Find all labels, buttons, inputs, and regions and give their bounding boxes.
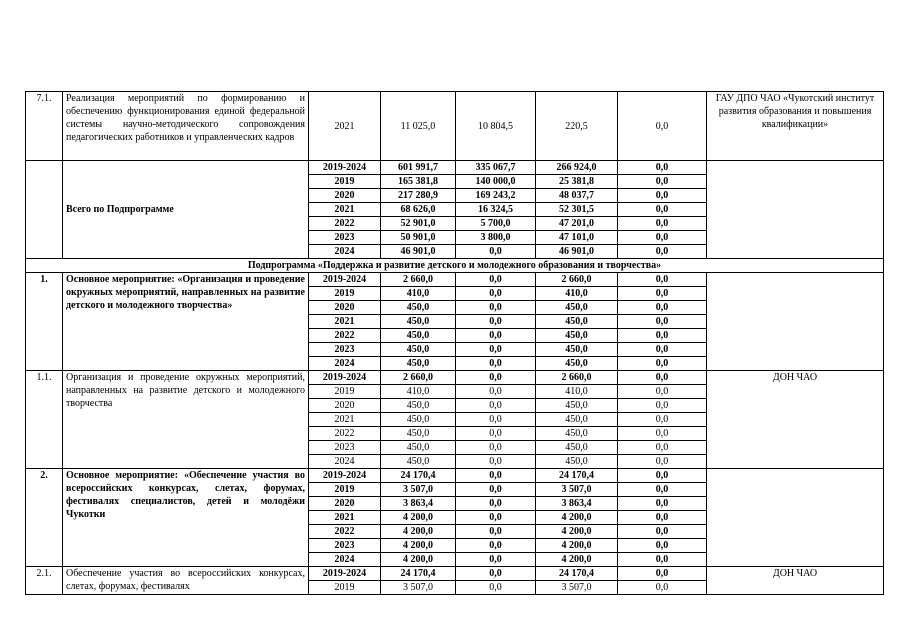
federal-cell: 0,0 (456, 427, 536, 441)
total-cell: 4 200,0 (381, 553, 456, 567)
federal-cell: 0,0 (456, 273, 536, 287)
district-cell: 4 200,0 (536, 539, 618, 553)
district-cell: 220,5 (536, 92, 618, 161)
total-cell: 3 507,0 (381, 581, 456, 595)
total-cell: 24 170,4 (381, 469, 456, 483)
year-cell: 2019 (309, 581, 381, 595)
total-cell: 2 660,0 (381, 371, 456, 385)
federal-cell: 0,0 (456, 343, 536, 357)
year-cell: 2022 (309, 525, 381, 539)
other-cell: 0,0 (618, 231, 707, 245)
row-number: 7.1. (26, 92, 63, 161)
federal-cell: 169 243,2 (456, 189, 536, 203)
total-cell: 4 200,0 (381, 525, 456, 539)
year-cell: 2024 (309, 245, 381, 259)
total-cell: 3 863,4 (381, 497, 456, 511)
district-cell: 450,0 (536, 357, 618, 371)
year-cell: 2019 (309, 287, 381, 301)
year-cell: 2024 (309, 357, 381, 371)
event-name: Основное мероприятие: «Обеспечение участия во всероссийских конкурсах, слетах, форумах, фестивалях специалистов, детей и молодёжи Чукотки (63, 469, 309, 567)
event-name: Обеспечение участия во всероссийских конкурсах, слетах, форумах, фестивалях (63, 567, 309, 595)
other-cell: 0,0 (618, 329, 707, 343)
district-cell: 3 863,4 (536, 497, 618, 511)
other-cell: 0,0 (618, 385, 707, 399)
total-cell: 2 660,0 (381, 273, 456, 287)
total-cell: 450,0 (381, 413, 456, 427)
total-cell: 52 901,0 (381, 217, 456, 231)
other-cell: 0,0 (618, 217, 707, 231)
district-cell: 3 507,0 (536, 483, 618, 497)
year-cell: 2019-2024 (309, 567, 381, 581)
other-cell: 0,0 (618, 357, 707, 371)
year-cell: 2023 (309, 343, 381, 357)
year-cell: 2020 (309, 399, 381, 413)
other-cell: 0,0 (618, 161, 707, 175)
executor-cell (707, 273, 884, 371)
executor-cell: ГАУ ДПО ЧАО «Чукотский институт развития образования и повышения квалификации» (707, 92, 884, 161)
district-cell: 4 200,0 (536, 511, 618, 525)
district-cell: 266 924,0 (536, 161, 618, 175)
district-cell: 450,0 (536, 399, 618, 413)
federal-cell: 0,0 (456, 315, 536, 329)
row-number: 2. (26, 469, 63, 567)
federal-cell: 0,0 (456, 581, 536, 595)
year-cell: 2019-2024 (309, 469, 381, 483)
other-cell: 0,0 (618, 287, 707, 301)
other-cell: 0,0 (618, 371, 707, 385)
other-cell: 0,0 (618, 427, 707, 441)
other-cell: 0,0 (618, 399, 707, 413)
district-cell: 450,0 (536, 427, 618, 441)
federal-cell: 0,0 (456, 539, 536, 553)
total-cell: 4 200,0 (381, 511, 456, 525)
table-row (26, 273, 884, 287)
district-cell: 24 170,4 (536, 567, 618, 581)
federal-cell: 0,0 (456, 511, 536, 525)
district-cell: 450,0 (536, 301, 618, 315)
total-cell: 450,0 (381, 301, 456, 315)
district-cell: 52 301,5 (536, 203, 618, 217)
federal-cell: 3 800,0 (456, 231, 536, 245)
total-cell: 46 901,0 (381, 245, 456, 259)
federal-cell: 0,0 (456, 483, 536, 497)
district-cell: 410,0 (536, 385, 618, 399)
year-cell: 2023 (309, 231, 381, 245)
year-cell: 2021 (309, 511, 381, 525)
federal-cell: 0,0 (456, 413, 536, 427)
federal-cell: 335 067,7 (456, 161, 536, 175)
total-cell: 11 025,0 (381, 92, 456, 161)
district-cell: 47 101,0 (536, 231, 618, 245)
year-cell: 2020 (309, 189, 381, 203)
total-cell: 165 381,8 (381, 175, 456, 189)
executor-cell: ДОН ЧАО (707, 371, 884, 469)
total-cell: 3 507,0 (381, 483, 456, 497)
event-name: Организация и проведение окружных мероприятий, направленных на развитие детского и молодежного творчества (63, 371, 309, 469)
table-row (26, 371, 884, 385)
total-cell: 450,0 (381, 441, 456, 455)
table-row (26, 92, 884, 161)
year-cell: 2019-2024 (309, 161, 381, 175)
federal-cell: 0,0 (456, 567, 536, 581)
district-cell: 450,0 (536, 455, 618, 469)
total-cell: 450,0 (381, 427, 456, 441)
other-cell: 0,0 (618, 483, 707, 497)
row-number: 2.1. (26, 567, 63, 595)
total-cell: 450,0 (381, 315, 456, 329)
other-cell: 0,0 (618, 441, 707, 455)
federal-cell: 0,0 (456, 455, 536, 469)
other-cell: 0,0 (618, 581, 707, 595)
total-cell: 601 991,7 (381, 161, 456, 175)
year-cell: 2023 (309, 441, 381, 455)
federal-cell: 0,0 (456, 357, 536, 371)
event-name: Реализация мероприятий по формированию и обеспечению функционирования единой федеральной системы научно-методического сопровождения педагогических работников и управленческих кадров (63, 92, 309, 161)
total-cell: 450,0 (381, 329, 456, 343)
row-number: 1. (26, 273, 63, 371)
total-cell: 450,0 (381, 343, 456, 357)
district-cell: 46 901,0 (536, 245, 618, 259)
district-cell: 4 200,0 (536, 525, 618, 539)
other-cell: 0,0 (618, 511, 707, 525)
other-cell: 0,0 (618, 343, 707, 357)
district-cell: 450,0 (536, 315, 618, 329)
federal-cell: 0,0 (456, 287, 536, 301)
total-cell: 450,0 (381, 357, 456, 371)
federal-cell: 0,0 (456, 371, 536, 385)
year-cell: 2019-2024 (309, 273, 381, 287)
federal-cell: 0,0 (456, 469, 536, 483)
district-cell: 2 660,0 (536, 371, 618, 385)
year-cell: 2022 (309, 329, 381, 343)
federal-cell: 0,0 (456, 399, 536, 413)
total-cell: 410,0 (381, 385, 456, 399)
year-cell: 2021 (309, 413, 381, 427)
other-cell: 0,0 (618, 175, 707, 189)
executor-cell (707, 161, 884, 259)
other-cell: 0,0 (618, 245, 707, 259)
year-cell: 2024 (309, 553, 381, 567)
budget-table (25, 91, 884, 595)
other-cell: 0,0 (618, 567, 707, 581)
total-cell: 217 280,9 (381, 189, 456, 203)
other-cell: 0,0 (618, 539, 707, 553)
year-cell: 2021 (309, 92, 381, 161)
year-cell: 2019-2024 (309, 371, 381, 385)
other-cell: 0,0 (618, 92, 707, 161)
district-cell: 25 381,8 (536, 175, 618, 189)
row-number: 1.1. (26, 371, 63, 469)
district-cell: 24 170,4 (536, 469, 618, 483)
row-number (26, 161, 63, 259)
other-cell: 0,0 (618, 189, 707, 203)
district-cell: 450,0 (536, 343, 618, 357)
federal-cell: 0,0 (456, 329, 536, 343)
total-cell: 410,0 (381, 287, 456, 301)
district-cell: 410,0 (536, 287, 618, 301)
table-row (26, 567, 884, 581)
table-row (26, 469, 884, 483)
year-cell: 2020 (309, 301, 381, 315)
district-cell: 450,0 (536, 441, 618, 455)
district-cell: 4 200,0 (536, 553, 618, 567)
year-cell: 2020 (309, 497, 381, 511)
year-cell: 2022 (309, 427, 381, 441)
other-cell: 0,0 (618, 203, 707, 217)
district-cell: 450,0 (536, 329, 618, 343)
year-cell: 2022 (309, 217, 381, 231)
other-cell: 0,0 (618, 497, 707, 511)
federal-cell: 140 000,0 (456, 175, 536, 189)
year-cell: 2019 (309, 483, 381, 497)
federal-cell: 0,0 (456, 385, 536, 399)
year-cell: 2023 (309, 539, 381, 553)
federal-cell: 16 324,5 (456, 203, 536, 217)
federal-cell: 0,0 (456, 245, 536, 259)
subprogram-title: Подпрограмма «Поддержка и развитие детского и молодежного образования и творчества» (26, 259, 884, 273)
total-cell: 450,0 (381, 455, 456, 469)
federal-cell: 0,0 (456, 301, 536, 315)
subprogram-row (26, 259, 884, 273)
executor-cell: ДОН ЧАО (707, 567, 884, 595)
executor-cell (707, 469, 884, 567)
year-cell: 2021 (309, 315, 381, 329)
federal-cell: 0,0 (456, 525, 536, 539)
other-cell: 0,0 (618, 455, 707, 469)
other-cell: 0,0 (618, 315, 707, 329)
federal-cell: 0,0 (456, 553, 536, 567)
year-cell: 2021 (309, 203, 381, 217)
federal-cell: 10 804,5 (456, 92, 536, 161)
district-cell: 450,0 (536, 413, 618, 427)
district-cell: 47 201,0 (536, 217, 618, 231)
total-cell: 68 626,0 (381, 203, 456, 217)
other-cell: 0,0 (618, 525, 707, 539)
federal-cell: 0,0 (456, 441, 536, 455)
year-cell: 2019 (309, 385, 381, 399)
other-cell: 0,0 (618, 301, 707, 315)
total-cell: 4 200,0 (381, 539, 456, 553)
total-cell: 450,0 (381, 399, 456, 413)
total-cell: 24 170,4 (381, 567, 456, 581)
federal-cell: 5 700,0 (456, 217, 536, 231)
year-cell: 2019 (309, 175, 381, 189)
other-cell: 0,0 (618, 273, 707, 287)
other-cell: 0,0 (618, 413, 707, 427)
district-cell: 48 037,7 (536, 189, 618, 203)
federal-cell: 0,0 (456, 497, 536, 511)
total-cell: 50 901,0 (381, 231, 456, 245)
other-cell: 0,0 (618, 469, 707, 483)
event-name: Основное мероприятие: «Организация и проведение окружных мероприятий, направленных на развитие детского и молодежного творчества» (63, 273, 309, 371)
district-cell: 3 507,0 (536, 581, 618, 595)
total-label: Всего по Подпрограмме (63, 161, 309, 259)
table-row (26, 161, 884, 175)
district-cell: 2 660,0 (536, 273, 618, 287)
year-cell: 2024 (309, 455, 381, 469)
other-cell: 0,0 (618, 553, 707, 567)
